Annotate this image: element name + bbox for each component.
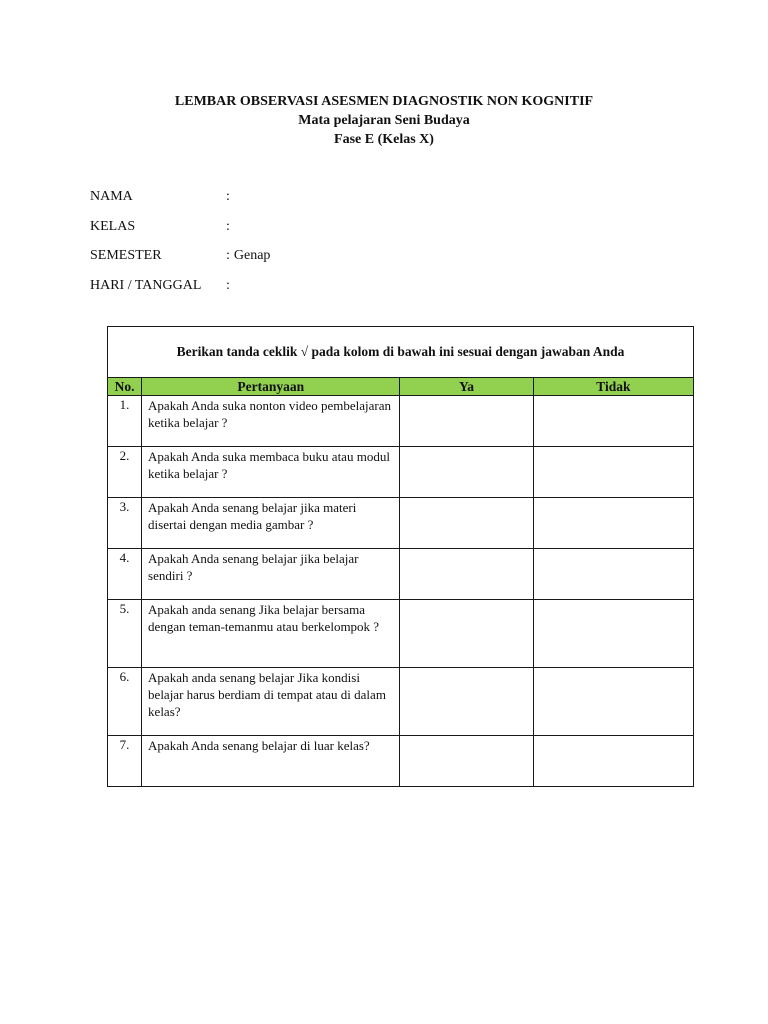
row-number: 3. [108,498,142,549]
row-number: 6. [108,668,142,736]
survey-table [107,326,694,787]
answer-no-cell[interactable] [533,736,693,787]
identity-label: NAMA [90,189,133,204]
row-number: 5. [108,600,142,668]
row-question: Apakah anda senang Jika belajar bersama dengan teman-temanmu atau berkelompok ? [142,600,400,668]
answer-yes-cell[interactable] [400,549,533,600]
row-question: Apakah Anda senang belajar di luar kelas? [142,736,400,787]
answer-no-cell[interactable] [533,549,693,600]
identity-value: Genap [233,248,271,263]
table-row [108,668,694,736]
header-no: No. [108,378,142,396]
row-question: Apakah Anda senang belajar jika belajar sendiri ? [142,549,400,600]
document-title [0,92,768,149]
table-instruction: Berikan tanda ceklik √ pada kolom di bawah ini sesuai dengan jawaban Anda [108,327,694,378]
table-row [108,600,694,668]
identity-field[interactable]: : [226,277,230,293]
identity-label: KELAS [90,218,136,234]
identity-field[interactable]: : [226,218,230,234]
answer-yes-cell[interactable] [400,736,533,787]
row-number: 1. [108,396,142,447]
answer-yes-cell[interactable] [400,498,533,549]
row-number: 4. [108,549,142,600]
table-row [108,447,694,498]
row-number: 2. [108,447,142,498]
identity-field[interactable]: : Genap [226,248,271,263]
identity-label: SEMESTER [90,248,162,263]
header-question: Pertanyaan [142,378,400,396]
row-question: Apakah Anda senang belajar jika materi disertai dengan media gambar ? [142,498,400,549]
answer-yes-cell[interactable] [400,600,533,668]
table-row [108,549,694,600]
identity-field[interactable]: : [226,189,230,204]
header-yes: Ya [400,378,533,396]
title-line-1: LEMBAR OBSERVASI ASESMEN DIAGNOSTIK NON KOGNITIF [174,94,594,109]
answer-no-cell[interactable] [533,498,693,549]
title-line-3: Fase E (Kelas X) [334,132,434,147]
row-question: Apakah Anda suka nonton video pembelajaran ketika belajar ? [142,396,400,447]
row-question: Apakah Anda suka membaca buku atau modul ketika belajar ? [142,447,400,498]
title-line-2: Mata pelajaran Seni Budaya [298,113,470,128]
identity-label: HARI / TANGGAL [90,277,202,293]
row-question: Apakah anda senang belajar Jika kondisi belajar harus berdiam di tempat atau di dalam kelas? [142,668,400,736]
table-header-row [108,378,694,396]
answer-no-cell[interactable] [533,668,693,736]
row-number: 7. [108,736,142,787]
header-no-answer: Tidak [533,378,693,396]
answer-no-cell[interactable] [533,447,693,498]
answer-no-cell[interactable] [533,600,693,668]
answer-no-cell[interactable] [533,396,693,447]
table-row [108,498,694,549]
table-row [108,736,694,787]
answer-yes-cell[interactable] [400,396,533,447]
answer-yes-cell[interactable] [400,447,533,498]
answer-yes-cell[interactable] [400,668,533,736]
table-row [108,396,694,447]
